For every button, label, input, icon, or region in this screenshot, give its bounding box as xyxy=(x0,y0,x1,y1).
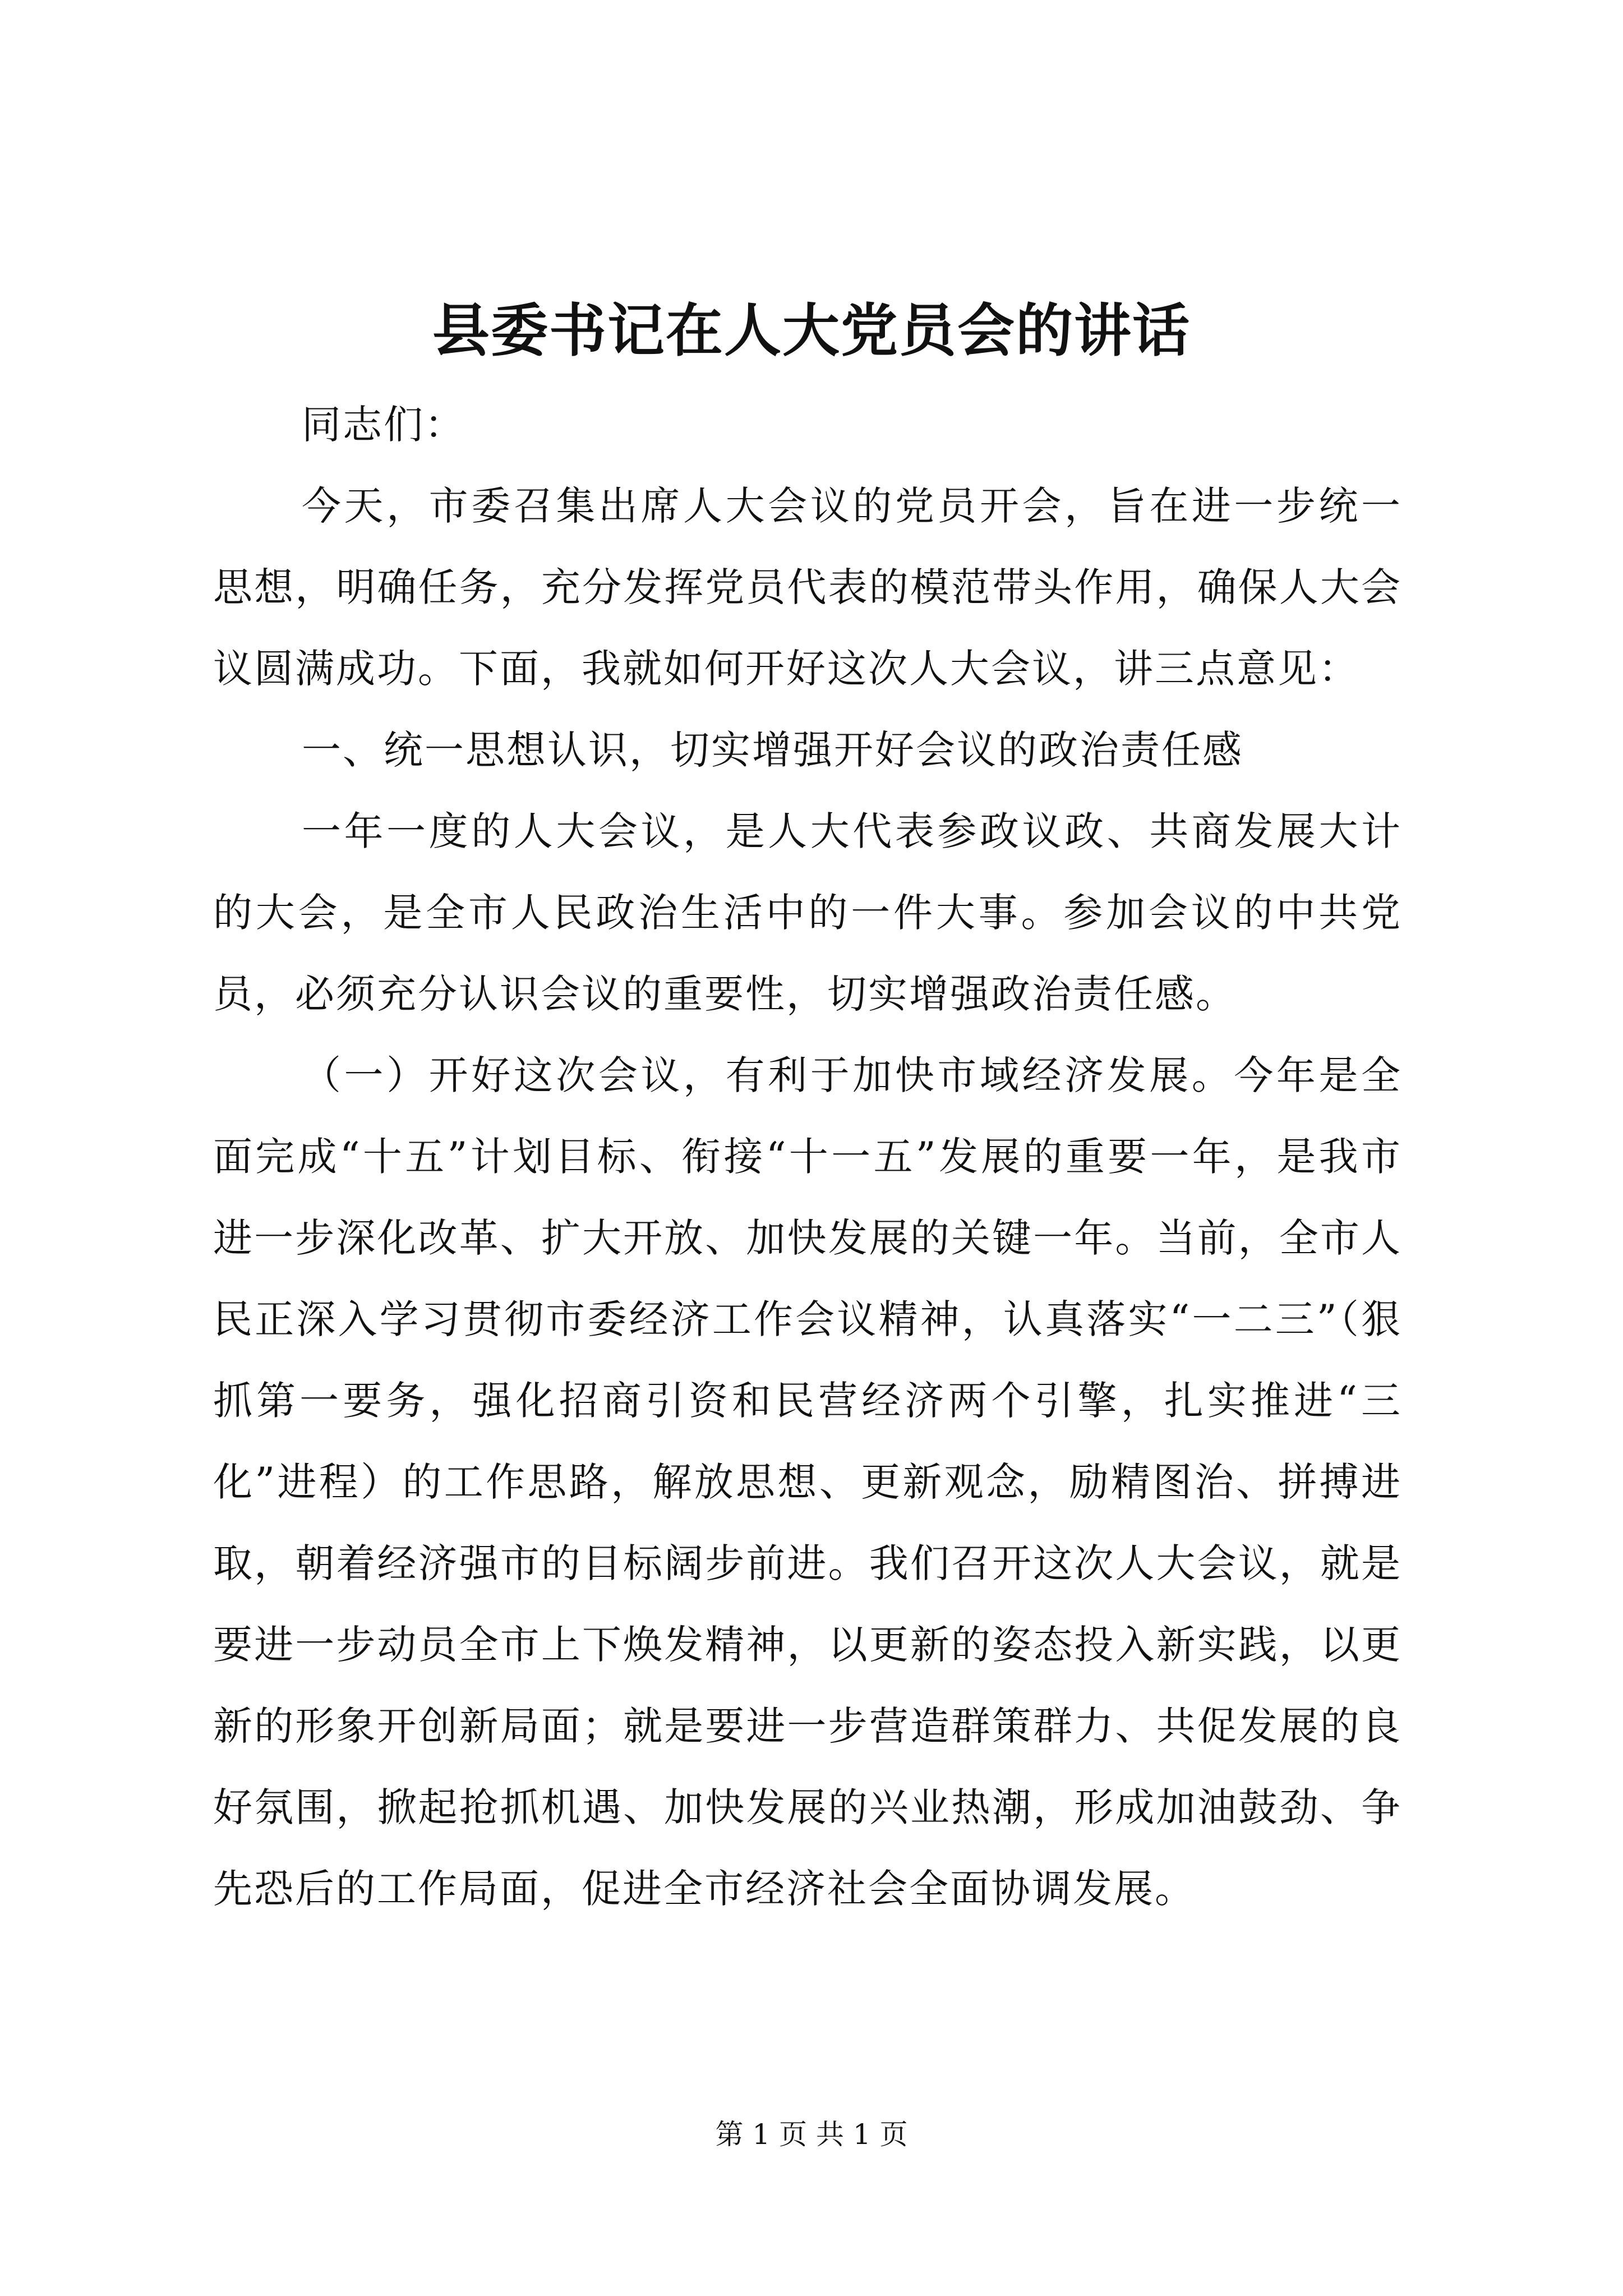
body-paragraph: 一年一度的人大会议，是人大代表参政议政、共商发展大计的大会，是全市人民政治生活中的一件大事。参加会议的中共党员，必须充分认识会议的重要性，切实增强政治责任感。 xyxy=(213,808,1402,1017)
document-title: 县委书记在人大党员会的讲话 xyxy=(432,297,1191,365)
body-paragraph: （一）开好这次会议，有利于加快市域经济发展。今年是全面完成“十五”计划目标、衔接“十一五”发展的重要一年，是我市进一步深化改革、扩大开放、加快发展的关键一年。当前，全市人民正深入学习贯彻市委经济工作会议精神，认真落实“一二三”（狠抓第一要务，强化招商引资和民营经济两个引擎，扎实推进“三化”进程）的工作思路，解放思想、更新观念，励精图治、拼搏进取，朝着经济强市的目标阔步前进。我们召开这次人大会议，就是要进一步动员全市上下焕发精神，以更新的姿态投入新实践，以更新的形象开创新局面；就是要进一步营造群策群力、共促发展的良好氛围，掀起抢抓机遇、加快发展的兴业热潮，形成加油鼓劲、争先恐后的工作局面，促进全市经济社会全面协调发展。 xyxy=(213,1052,1402,1912)
salutation-paragraph: 同志们： xyxy=(302,402,465,448)
document-body xyxy=(213,384,1402,1930)
page-footer: 第 1 页 共 1 页 xyxy=(715,2118,908,2151)
intro-paragraph: 今天，市委召集出席人大会议的党员开会，旨在进一步统一思想，明确任务，充分发挥党员代表的模范带头作用，确保人大会议圆满成功。下面，我就如何开好这次人大会议，讲三点意见： xyxy=(213,483,1402,692)
section-heading-1: 一、统一思想认识，切实增强开好会议的政治责任感 xyxy=(302,727,1243,773)
